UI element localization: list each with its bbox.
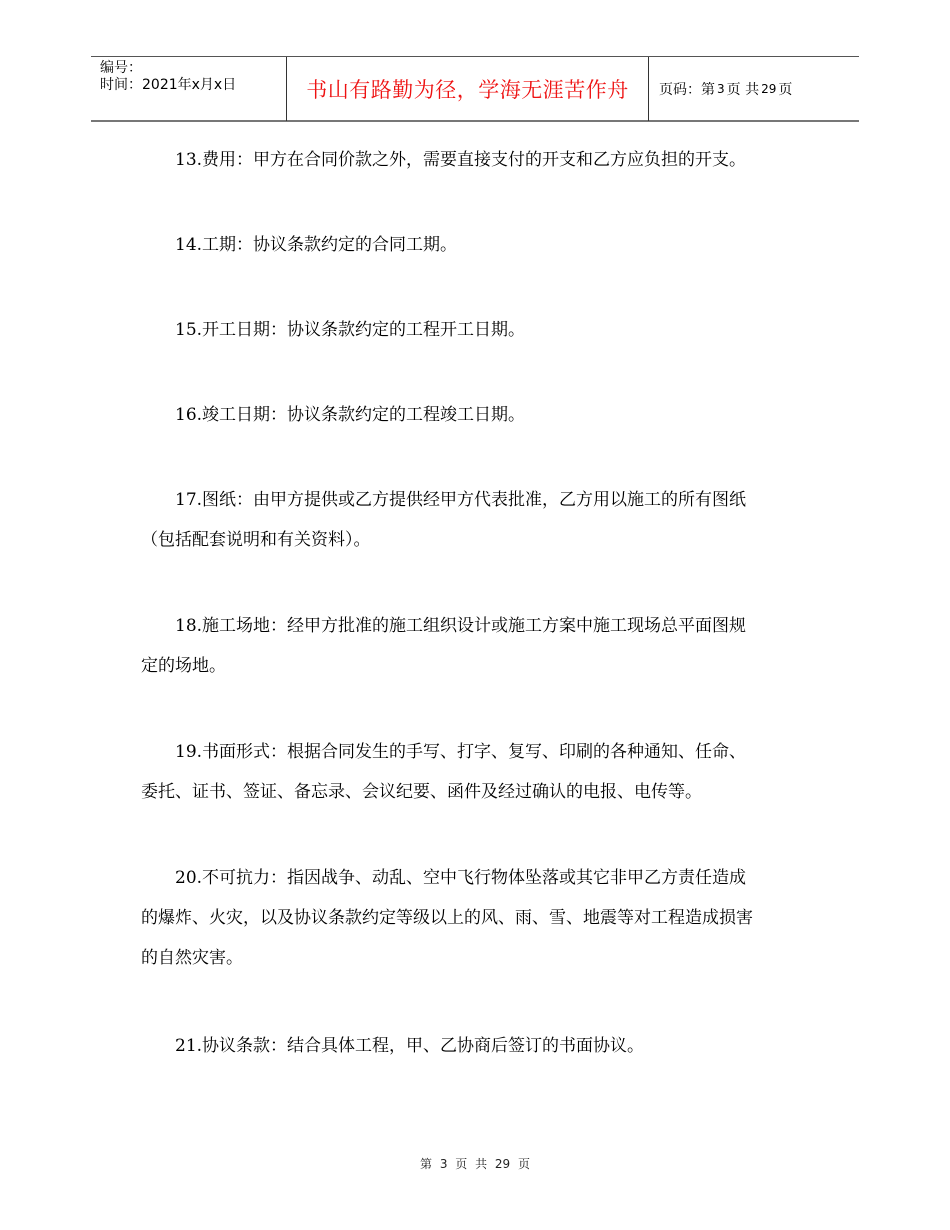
paragraph-line: 18.施工场地：经甲方批准的施工组织设计或施工方案中施工现场总平面图规 [175, 616, 747, 636]
paragraph-15 [141, 310, 811, 350]
paragraph-14 [141, 225, 811, 265]
paragraph-19 [141, 732, 811, 812]
paragraph-line: 定的场地。 [141, 656, 226, 676]
paragraph-line: 13.费用：甲方在合同价款之外，需要直接支付的开支和乙方应负担的开支。 [175, 150, 747, 170]
header-page-number [649, 57, 859, 121]
paragraph-line: 16.竣工日期：协议条款约定的工程竣工日期。 [175, 405, 526, 425]
paragraph-line: 15.开工日期：协议条款约定的工程开工日期。 [175, 320, 526, 340]
page-mid: 页 共 [726, 82, 760, 98]
paragraph-17 [141, 480, 811, 560]
paragraph-line: 的爆炸、火灾，以及协议条款约定等级以上的风、雨、雪、地震等对工程造成损害 [141, 908, 753, 928]
header-info-cell [91, 57, 286, 121]
paragraph-21 [141, 1026, 811, 1066]
date-label: 时间：2021年x月x日 [100, 77, 237, 93]
paragraph-18 [141, 606, 811, 686]
paragraph-line: 17.图纸：由甲方提供或乙方提供经甲方代表批准，乙方用以施工的所有图纸 [175, 490, 747, 510]
paragraph-20 [141, 858, 811, 978]
page-prefix: 页码：第 [659, 82, 715, 98]
paragraph-16 [141, 395, 811, 435]
paragraph-line: （包括配套说明和有关资料）。 [141, 530, 371, 550]
serial-label: 编号： [100, 60, 142, 76]
paragraph-line: 委托、证书、签证、备忘录、会议纪要、函件及经过确认的电报、电传等。 [141, 782, 702, 802]
header-motto: 书山有路勤为径，学海无涯苦作舟 [286, 57, 649, 121]
page-current: 3 [717, 82, 725, 96]
paragraph-line: 20.不可抗力：指因战争、动乱、空中飞行物体坠落或其它非甲乙方责任造成 [175, 868, 747, 888]
page-suffix: 页 [778, 82, 793, 98]
paragraph-13 [141, 140, 811, 180]
paragraph-line: 14.工期：协议条款约定的合同工期。 [175, 235, 458, 255]
page-total: 29 [761, 82, 777, 96]
paragraph-line: 的自然灾害。 [141, 948, 243, 968]
paragraph-line: 19.书面形式：根据合同发生的手写、打字、复写、印刷的各种通知、任命、 [175, 742, 747, 762]
paragraph-line: 21.协议条款：结合具体工程，甲、乙协商后签订的书面协议。 [175, 1036, 645, 1056]
page-footer: 第 3 页 共 29 页 [420, 1157, 530, 1171]
page-header [91, 56, 859, 122]
